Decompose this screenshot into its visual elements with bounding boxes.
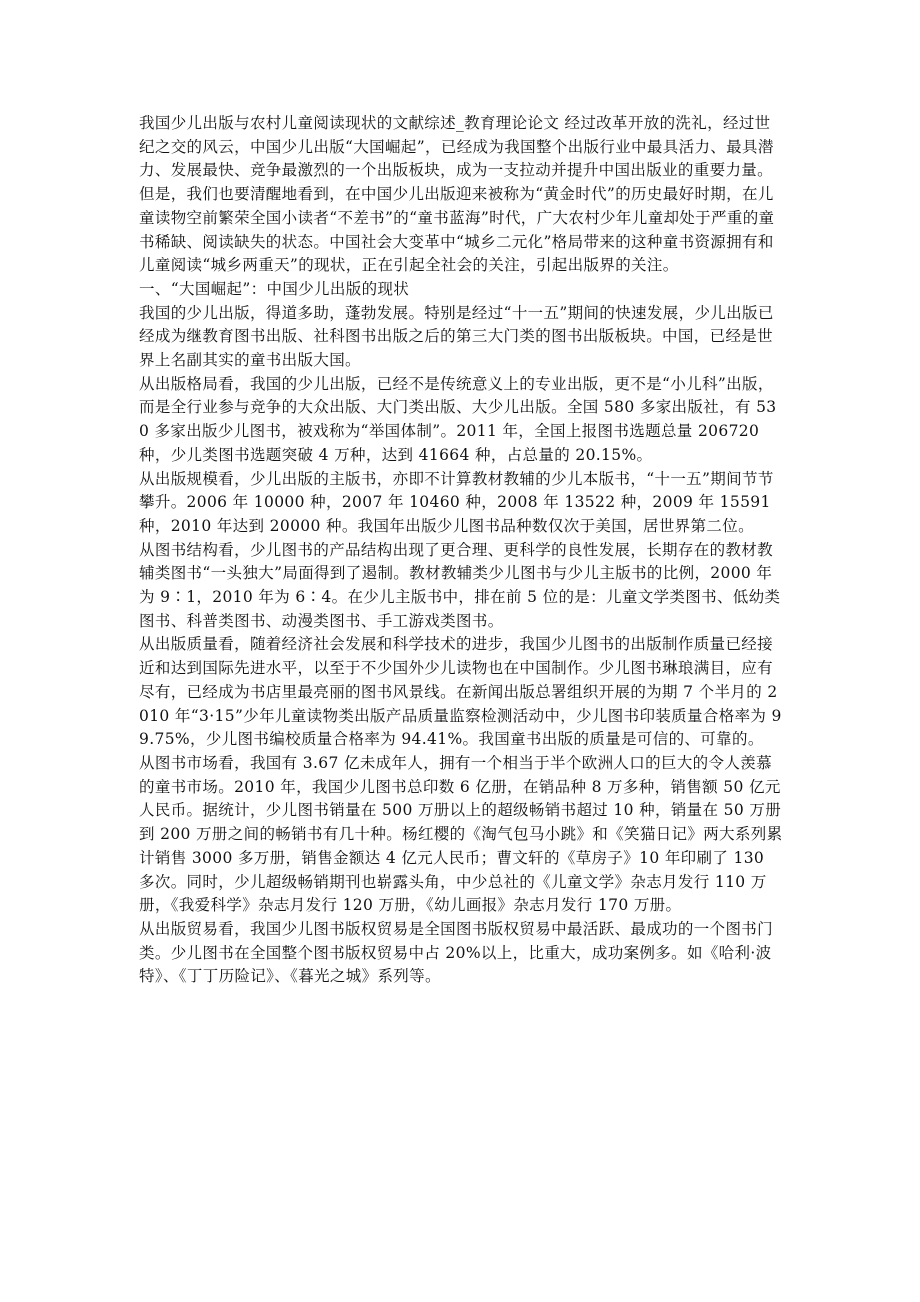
intro-paragraph: 我国少儿出版与农村儿童阅读现状的文献综述_教育理论论文 经过改革开放的洗礼，经过世纪之交的风云，中国少儿出版“大国崛起”，已经成为我国整个出版行业中最具活力、最具潜力、发展最快、竞争最激烈的一个出版板块，成为一支拉动并提升中国出版业的重要力量。但是，我们也要清醒地看到，在中国少儿出版迎来被称为“黄金时代”的历史最好时期，在儿童读物空前繁荣全国小读者“不差书”的“童书蓝海”时代，广大农村少年儿童却处于严重的童书稀缺、阅读缺失的状态。中国社会大变革中“城乡二元化”格局带来的这种童书资源拥有和儿童阅读“城乡两重天”的现状，正在引起全社会的关注，引起出版界的关注。 bbox=[139, 114, 775, 275]
paragraph-book-structure: 从图书结构看，少儿图书的产品结构出现了更合理、更科学的良性发展，长期存在的教材教辅类图书“一头独大”局面得到了遏制。教材教辅类少儿图书与少儿主版书的比例，2000 年为 9∶1，2010 年为 6∶4。在少儿主版书中，排在前 5 位的是：儿童文学类图书、低幼类图书、科普类图书、动漫类图书、手工游戏类图书。 bbox=[139, 540, 781, 630]
paragraph-overview: 我国的少儿出版，得道多助，蓬勃发展。特别是经过“十一五”期间的快速发展，少儿出版已经成为继教育图书出版、社科图书出版之后的第三大门类的图书出版板块。中国，已经是世界上名副其实的童书出版大国。 bbox=[139, 303, 774, 370]
paragraph-publishing-scale: 从出版规模看，少儿出版的主版书，亦即不计算教材教辅的少儿本版书，“十一五”期间节节攀升。2006 年 10000 种，2007 年 10460 种，2008 年 13522 种，2009 年 15591 种，2010 年达到 20000 种。我国年出版少儿图书品种数仅次于美国，居世界第二位。 bbox=[139, 469, 774, 535]
section-heading: 一、“大国崛起”：中国少儿出版的现状 bbox=[139, 279, 410, 298]
document-body bbox=[139, 112, 783, 989]
paragraph-publishing-quality: 从出版质量看，随着经济社会发展和科学技术的进步，我国少儿图书的出版制作质量已经接近和达到国际先进水平，以至于不少国外少儿读物也在中国制作。少儿图书琳琅满目，应有尽有，已经成为书店里最亮丽的图书风景线。在新闻出版总署组织开展的为期 7 个半月的 2010 年“3·15”少年儿童读物类出版产品质量监察检测活动中，少儿图书印装质量合格率为 99.75%，少儿图书编校质量合格率为 94.41%。我国童书出版的质量是可信的、可靠的。 bbox=[139, 635, 782, 749]
paragraph-book-market: 从图书市场看，我国有 3.67 亿未成年人，拥有一个相当于半个欧洲人口的巨大的令人羡慕的童书市场。2010 年，我国少儿图书总印数 6 亿册，在销品种 8 万多种，销售额 50 亿元人民币。据统计，少儿图书销量在 500 万册以上的超级畅销书超过 10 种，销量在 50 万册到 200 万册之间的畅销书有几十种。杨红樱的《淘气包马小跳》和《笑猫日记》两大系列累计销售 3000 多万册，销售金额达 4 亿元人民币；曹文轩的《草房子》10 年印刷了 130 多次。同时，少儿超级畅销期刊也崭露头角，中少总社的《儿童文学》杂志月发行 110 万册，《我爱科学》杂志月发行 120 万册，《幼儿画报》杂志月发行 170 万册。 bbox=[139, 753, 783, 915]
paragraph-publishing-trade: 从出版贸易看，我国少儿图书版权贸易是全国图书版权贸易中最活跃、最成功的一个图书门类。少儿图书在全国整个图书版权贸易中占 20%以上，比重大，成功案例多。如《哈利·波特》、《丁丁历险记》、《暮光之城》系列等。 bbox=[139, 919, 774, 986]
paragraph-publishing-pattern: 从出版格局看，我国的少儿出版，已经不是传统意义上的专业出版，更不是“小儿科”出版，而是全行业参与竞争的大众出版、大门类出版、大少儿出版。全国 580 多家出版社，有 530 多家出版少儿图书，被戏称为“举国体制”。2011 年，全国上报图书选题总量 206720 种，少儿类图书选题突破 4 万种，达到 41664 种，占总量的 20.15%。 bbox=[139, 374, 777, 464]
